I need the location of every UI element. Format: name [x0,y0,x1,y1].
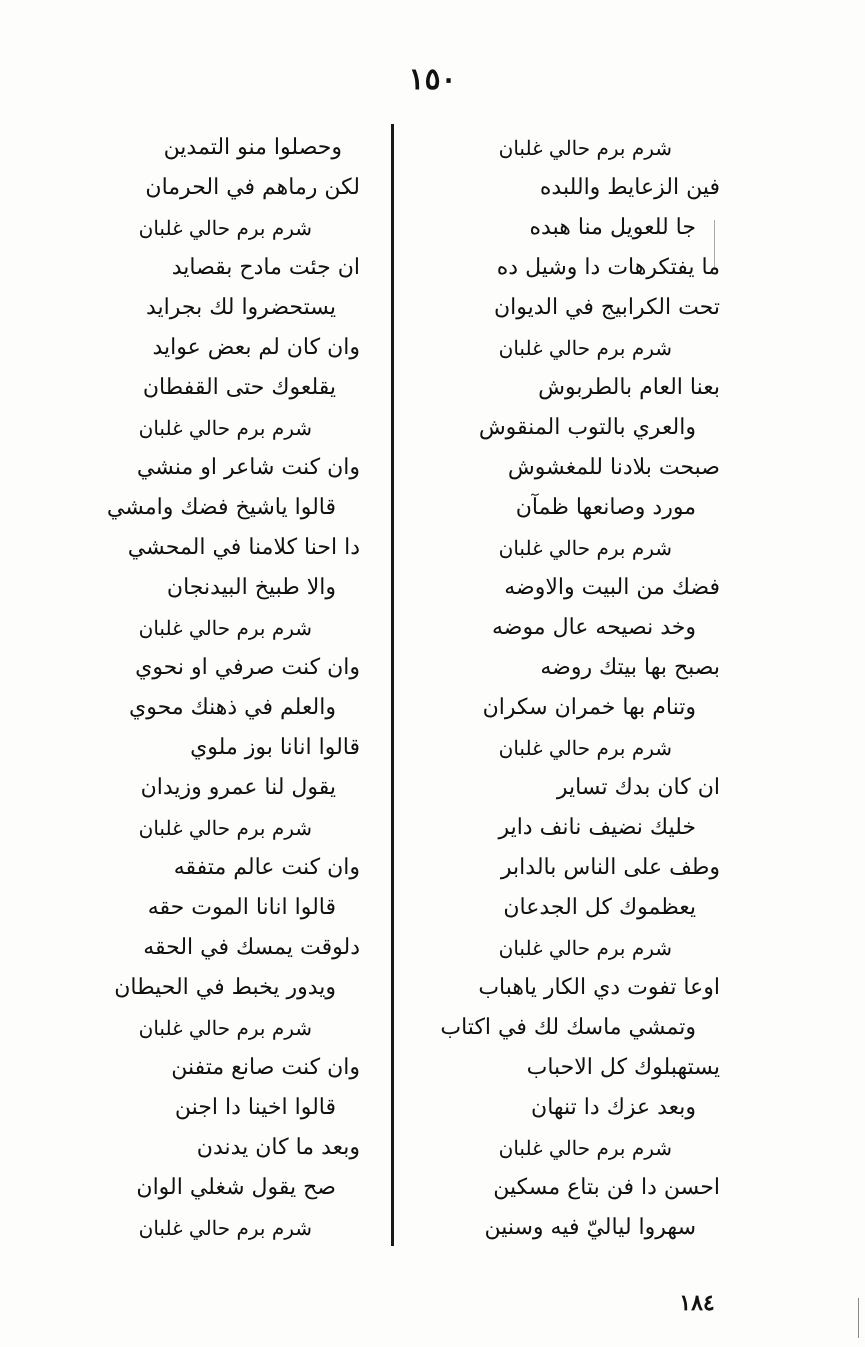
verse-line: يقول لنا عمرو وزيدان [140,775,336,800]
page-number: ١٥٠ [408,62,457,97]
verse-line: ان جئت مادح بقصايد [171,255,360,280]
verse-line: ما يفتكرهات دا وشيل ده [496,255,720,280]
verse-line: شرم برم حالي غلبان [138,1016,312,1040]
verse-line: دلوقت يمسك في الحقه [143,935,360,960]
verse-line: شرم برم حالي غلبان [498,536,672,560]
verse-line: مورد وصانعها ظمآن [515,495,696,520]
verse-line: شرم برم حالي غلبان [138,416,312,440]
verse-line: قالوا انانا الموت حقه [147,895,336,920]
verse-line: يعظموك كل الجدعان [503,895,696,920]
verse-line: صح يقول شغلي الوان [136,1175,336,1200]
verse-line: لكن رماهم في الحرمان [145,175,360,200]
verse-line: فضك من البيت والاوضه [504,575,720,600]
verse-line: ان كان بدك تساير [556,775,720,800]
column-divider [391,124,394,1246]
verse-line: يقلعوك حتى القفطان [142,375,336,400]
verse-line: تحت الكرابيج في الديوان [493,295,720,320]
verse-line: شرم برم حالي غلبان [138,1216,312,1240]
verse-line: احسن دا فن بتاع مسكين [493,1175,720,1200]
verse-line: وان كنت صانع متفنن [171,1055,360,1080]
verse-line: شرم برم حالي غلبان [498,736,672,760]
verse-line: شرم برم حالي غلبان [138,816,312,840]
verse-line: فين الزعايط واللبده [539,175,720,200]
right-column [430,128,720,1248]
verse-line: شرم برم حالي غلبان [138,616,312,640]
verse-line: وطف على الناس بالدابر [500,855,720,880]
verse-line: صبحت بلادنا للمغشوش [507,455,720,480]
verse-line: وان كنت عالم متفقه [173,855,360,880]
verse-line: دا احنا كلامنا في المحشي [127,535,360,560]
verse-line: ويدور يخبط في الحيطان [114,975,336,1000]
verse-line: والا طبيخ البيدنجان [166,575,336,600]
verse-line: بصبح بها بيتك روضه [540,655,720,680]
verse-line: وبعد عزك دا تنهان [531,1095,696,1120]
verse-line: والعري بالتوب المنقوش [478,415,696,440]
verse-line: قالوا اخينا دا اجنن [174,1095,336,1120]
verse-line: وتمشي ماسك لك في اكتاب [440,1015,696,1040]
verse-line: وان كان لم بعض عوايد [152,335,360,360]
edge-mark [858,1298,859,1338]
verse-line: شرم برم حالي غلبان [138,216,312,240]
verse-line: قالوا ياشيخ فضك وامشي [106,495,336,520]
verse-line: وان كنت صرفي او نحوي [135,655,360,680]
left-column [60,128,360,1248]
footer-page-number: ١٨٤ [679,1290,715,1316]
verse-line: يستحضروا لك بجرايد [145,295,336,320]
verse-line: اوعا تفوت دي الكار ياهباب [478,975,720,1000]
verse-line: شرم برم حالي غلبان [498,136,672,160]
verse-line: سهروا لياليّ فيه وسنين [484,1215,696,1240]
verse-line: جا للعويل منا هبده [529,215,696,240]
verse-line: قالوا انانا بوز ملوي [190,735,360,760]
verse-line: شرم برم حالي غلبان [498,936,672,960]
verse-line: والعلم في ذهنك محوي [129,695,336,720]
verse-line: خليك نضيف نانف داير [498,815,696,840]
verse-line: بعنا العام بالطربوش [538,375,720,400]
verse-line: شرم برم حالي غلبان [498,1136,672,1160]
verse-line: وان كنت شاعر او منشي [136,455,360,480]
verse-line: شرم برم حالي غلبان [498,336,672,360]
verse-line: وتنام بها خمران سكران [482,695,696,720]
verse-line: يستهبلوك كل الاحباب [526,1055,720,1080]
verse-line: وبعد ما كان يدندن [196,1135,360,1160]
verse-line: وحصلوا منو التمدين [163,135,342,160]
verse-line: وخد نصيحه عال موضه [491,615,696,640]
